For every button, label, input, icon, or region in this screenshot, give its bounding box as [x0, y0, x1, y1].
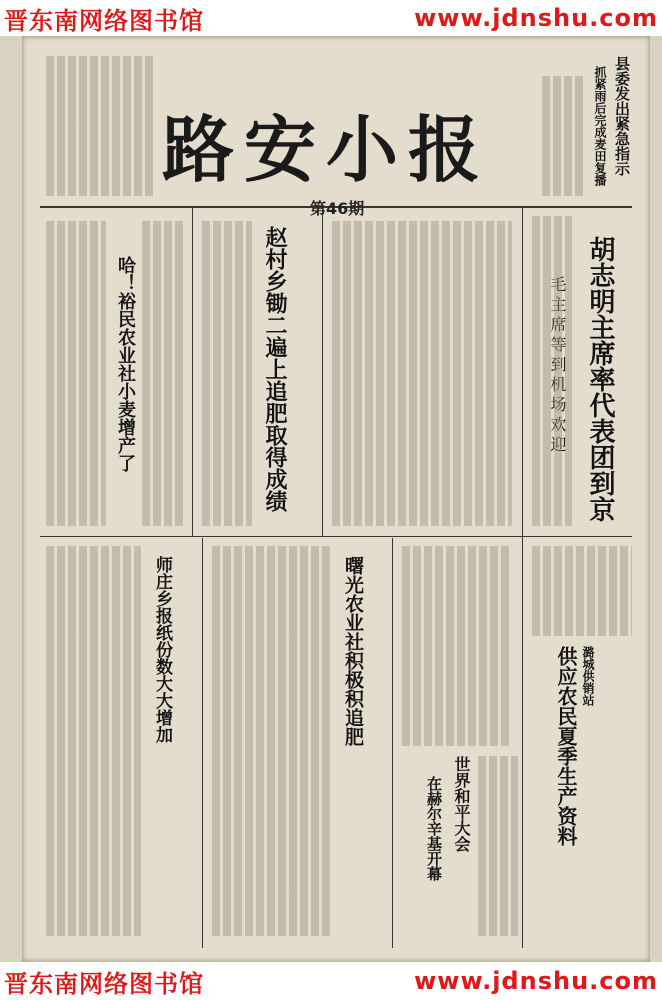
zhaocun-headline: 赵村乡锄二遍上追肥取得成绩	[262, 226, 288, 512]
article-text-block	[402, 546, 512, 746]
article-text-block	[202, 221, 252, 526]
masthead-title: 路安小报	[162, 107, 491, 192]
column-rule-left	[192, 208, 193, 536]
supply-source: 潞城供销站	[581, 646, 595, 706]
article-text-block	[46, 56, 156, 196]
watermark-header	[0, 0, 662, 36]
watermark-url: www.jdnshu.com	[414, 4, 658, 32]
article-text-block	[212, 546, 332, 936]
article-text-block	[332, 221, 512, 526]
watermark-site-name: 晋东南网络图书馆	[4, 969, 204, 998]
watermark-footer	[0, 962, 662, 1000]
watermark-site-name: 晋东南网络图书馆	[4, 6, 204, 35]
article-text-block	[142, 221, 184, 526]
article-text-block	[46, 221, 106, 526]
hainong-headline: 哈！裕民农业社小麦增产了	[115, 256, 136, 472]
watermark-url: www.jdnshu.com	[414, 967, 658, 995]
shuguang-headline: 曙光农业社积极积追肥	[342, 556, 364, 746]
article-text-block	[532, 546, 632, 636]
notice-headline: 县委发出紧急指示	[613, 56, 631, 176]
main-headline: 胡志明主席率代表团到京	[585, 236, 615, 522]
shizhuang-headline: 师庄乡报纸份数大大增加	[152, 556, 172, 743]
main-subheadline: 毛主席等到机场欢迎	[548, 276, 567, 456]
column-rule-lower-left	[202, 538, 203, 948]
column-rule-lower	[392, 538, 393, 948]
middle-rule	[40, 536, 632, 537]
issue-number: 第46期	[310, 199, 365, 218]
article-text-block	[542, 76, 586, 196]
column-rule-right	[522, 208, 523, 948]
column-rule-center	[322, 208, 323, 536]
supply-headline: 供应农民夏季生产资料	[554, 646, 578, 846]
article-text-block	[46, 546, 141, 936]
article-text-block	[532, 216, 572, 526]
notice-subheadline: 抓紧雨后完成麦田复播	[593, 66, 607, 186]
newspaper-page	[22, 36, 650, 962]
peace-subheadline: 在赫尔辛基开幕	[425, 776, 443, 881]
peace-headline: 世界和平大会	[452, 756, 471, 852]
article-text-block	[478, 756, 518, 936]
